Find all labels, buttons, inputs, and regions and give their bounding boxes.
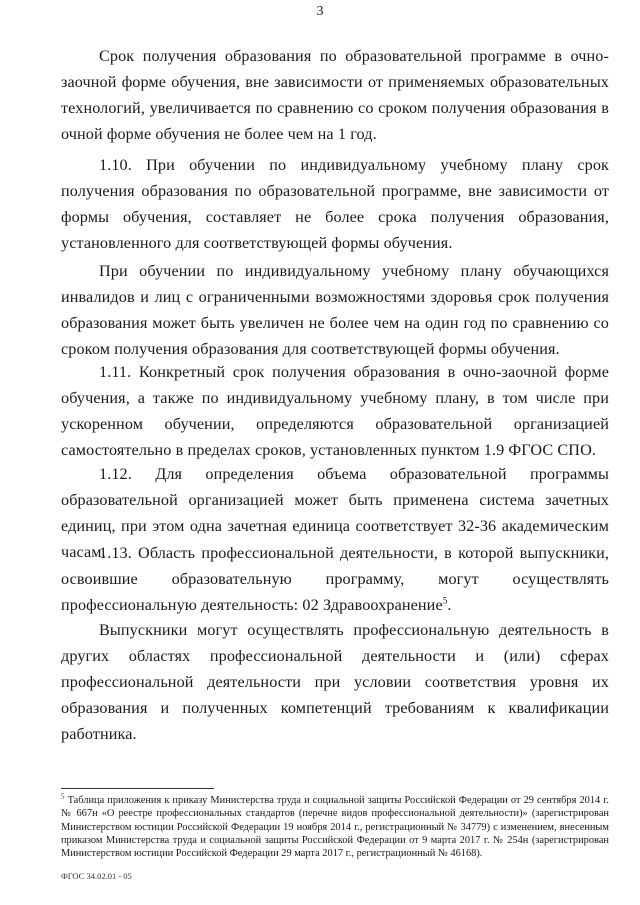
footnote-separator [61,788,214,789]
paragraph-1-13-text: 1.13. Область профессиональной деятельности, в которой выпускники, освоившие образовательную программу, могут осуществлять профессиональную деятельность: 02 Здравоохранение [61,544,609,614]
footnote-text: Таблица приложения к приказу Министерства труда и социальной защиты Российской Федерации от 29 сентября 2014 г. № 667н «О реестре профессиональных стандартов (перечне видов профессиональной деятельности)» (зарегистрирован Министерством юстиции Российской Федерации 19 ноября 2014 г., регистрационный № 34779) с изменением, внесенным приказом Министерства труда и социальной защиты Российской Федерации от 9 марта 2017 г. № 254н (зарегистрирован Министерством юстиции Российской Федерации 29 марта 2017 г., регистрационный № 46168). [61,795,609,860]
paragraph-1-13 [61,540,609,618]
footnote-marker: 5 [61,792,65,801]
paragraph-1-12: 1.12. Для определения объема образовательной программы образовательной организацией может быть применена система зачетных единиц, при этом одна зачетная единица соответствует 32-36 академическим часам. [61,465,609,561]
paragraph-1-10: 1.10. При обучении по индивидуальному учебному плану срок получения образования по образовательной программе, вне зависимости от формы обучения, составляет не более срока получения образования, установленного для соответствующей формы обучения. [61,156,609,252]
document-code: ФГОС 34.02.01 - 05 [61,871,132,881]
paragraph-1-13-period: . [447,596,452,614]
paragraph-1-11: 1.11. Конкретный срок получения образования в очно-заочной форме обучения, а также по индивидуальному учебному плану, в том числе при ускоренном обучении, определяются образовательной организацией самостоятельно в пределах сроков, установленных пунктом 1.9 ФГОС СПО. [61,363,609,459]
footnote [61,794,609,860]
paragraph-disabled-students: При обучении по индивидуальному учебному плану обучающихся инвалидов и лиц с ограниченными возможностями здоровья срок получения образования может быть увеличен не более чем на один год по сравнению со сроком получения образования для соответствующей формы обучения. [61,262,609,358]
page-number: 3 [316,4,324,19]
paragraph-graduates-other-fields: Выпускники могут осуществлять профессиональную деятельность в других областях профессиональной деятельности и (или) сферах профессиональной деятельности при условии соответствия уровня их образования и полученных компетенций требованиям к квалификации работника. [61,621,609,743]
footnote-reference: 5 [442,595,448,606]
paragraph-study-period-part-time: Срок получения образования по образовательной программе в очно-заочной форме обучения, вне зависимости от применяемых образовательных технологий, увеличивается по сравнению со сроком получения образования в очной форме обучения не более чем на 1 год. [61,47,609,143]
